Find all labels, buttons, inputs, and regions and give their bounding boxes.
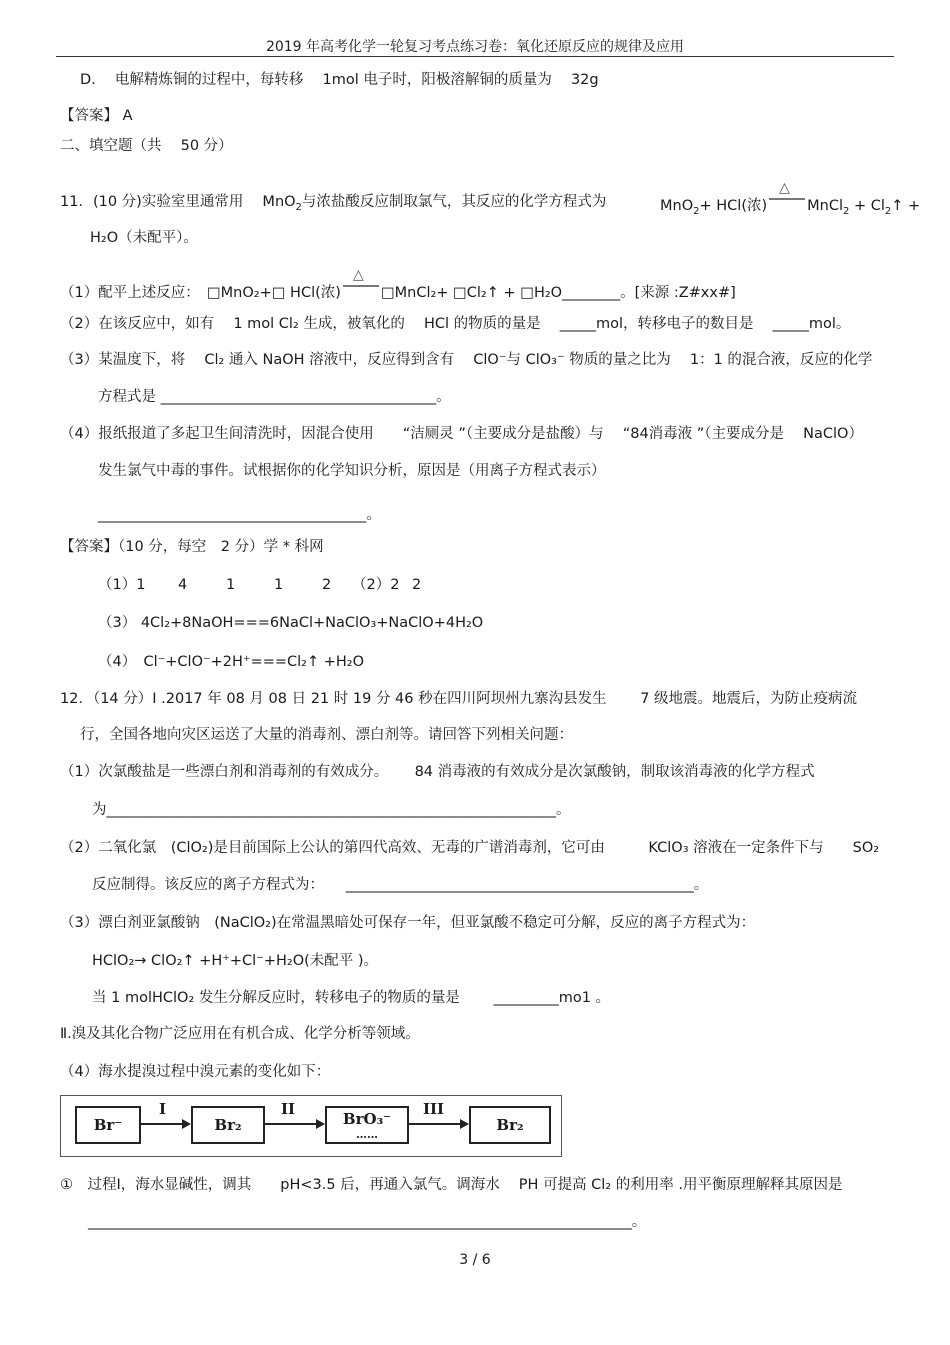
- q11-intro: 11．(10 分)实验室里通常用 MnO$_2$与浓盐酸反应制取氯气，其反应的化学方程式为: [60, 194, 607, 213]
- answer-11: 【答案】（10 分，每空 2 分）学 * 科网: [60, 539, 324, 555]
- q11-part4: （4）报纸报道了多起卫生间清洗时，因混合使用 “洁厕灵 ”（主要成分是盐酸）与 “84消毒液 ”（主要成分是 NaClO）: [60, 426, 863, 442]
- flow-arrow-1: [139, 1123, 189, 1125]
- flow-step-3: III: [423, 1100, 445, 1118]
- q12-section-ii: Ⅱ.溴及其化合物广泛应用在有机合成、化学分析等领域。: [60, 1026, 420, 1042]
- answer-11-part4: （4） Cl⁻+ClO⁻+2H⁺===Cl₂↑ +H₂O: [98, 654, 365, 670]
- q12-intro-cont: 行，全国各地向灾区运送了大量的消毒剂、漂白剂等。请回答下列相关问题：: [80, 727, 573, 743]
- q11-part3: （3）某温度下，将 Cl₂ 通入 NaOH 溶液中，反应得到含有 ClO⁻与 ClO₃⁻ 物质的量之比为 1：1 的混合液，反应的化学: [60, 352, 873, 368]
- q12-intro: 12．（14 分）Ⅰ .2017 年 08 月 08 日 21 时 19 分 46 秒在四川阿坝州九寨沟县发生 7 级地震。地震后，为防止疫病流: [60, 691, 858, 707]
- q11-part3-cont: 方程式是 ______________________________________。: [98, 389, 451, 405]
- flow-arrow-2: [263, 1123, 323, 1125]
- q12-part4-1-blank: ___________________________________________________________________________。: [88, 1214, 647, 1230]
- flow-step-2: II: [281, 1100, 296, 1118]
- bromine-flow-diagram: [60, 1095, 562, 1157]
- flow-step-1: I: [159, 1100, 167, 1118]
- flow-box-br-ion: Br⁻: [75, 1106, 141, 1144]
- heat-icon: [341, 279, 381, 301]
- q11-part4-blank: _____________________________________。: [98, 507, 381, 523]
- q12-part3-eq: HClO₂→ ClO₂↑ +H⁺+Cl⁻+H₂O(未配平 )。: [92, 953, 379, 969]
- flow-arrow-3: [407, 1123, 467, 1125]
- q12-part1-blank: 为______________________________________________________________。: [92, 802, 571, 818]
- heat-icon: [767, 192, 807, 214]
- section-heading: 二、填空题（共 50 分）: [60, 138, 233, 154]
- q12-part2-cont: 反应制得。该反应的离子方程式为： ________________________________________________。: [92, 877, 709, 893]
- answer-11-part1: （1）1 4 1 1 2 （2）2 2: [98, 577, 422, 593]
- q12-part4-1: ① 过程Ⅰ，海水显碱性，调其 pH<3.5 后，再通入氯气。调海水 PH 可提高 Cl₂ 的利用率 .用平衡原理解释其原因是: [60, 1177, 843, 1193]
- answer-11-part3: （3） 4Cl₂+8NaOH===6NaCl+NaClO₃+NaClO+4H₂O: [98, 615, 484, 631]
- flow-box-bro3: BrO₃⁻ ……: [325, 1106, 409, 1144]
- q11-intro-cont: H₂O（未配平）。: [90, 230, 198, 246]
- flow-box-br2-a: Br₂: [191, 1106, 265, 1144]
- q12-part3-question: 当 1 molHClO₂ 发生分解反应时，转移电子的物质的量是 _________mo1 。: [92, 990, 611, 1006]
- q11-part1: （1）配平上述反应： □MnO₂+□ HCl(浓)△ □MnCl₂+ □Cl₂↑ + □H₂O________。[来源 :Z#xx#]: [60, 279, 736, 303]
- header-rule: [56, 56, 894, 57]
- q11-part2: （2）在该反应中，如有 1 mol Cl₂ 生成，被氧化的 HCl 的物质的量是 _____mol，转移电子的数目是 _____mol。: [60, 316, 851, 332]
- q12-part4: （4）海水提溴过程中溴元素的变化如下：: [60, 1064, 331, 1080]
- option-d: D. 电解精炼铜的过程中，每转移 1mol 电子时，阳极溶解铜的质量为 32g: [80, 72, 599, 88]
- page-header: 2019 年高考化学一轮复习考点练习卷：氧化还原反应的规律及应用: [265, 39, 685, 55]
- flow-box-br2-b: Br₂: [469, 1106, 551, 1144]
- q12-part2: （2）二氧化氯 (ClO₂)是目前国际上公认的第四代高效、无毒的广谱消毒剂，它可由 KClO₃ 溶液在一定条件下与 SO₂: [60, 840, 880, 856]
- answer-a: 【答案】 A: [60, 108, 133, 124]
- q11-part4-cont: 发生氯气中毒的事件。试根据你的化学知识分析，原因是（用离子方程式表示）: [98, 463, 606, 479]
- q12-part1: （1）次氯酸盐是一些漂白剂和消毒剂的有效成分。 84 消毒液的有效成分是次氯酸钠，制取该消毒液的化学方程式: [60, 764, 815, 780]
- page-number: 3 / 6: [459, 1252, 491, 1268]
- q11-equation: MnO$_2$+ HCl(浓)△ MnCl$_2$ + $Cl_2↑$ +: [660, 192, 920, 216]
- q12-part3: （3）漂白剂亚氯酸钠 (NaClO₂)在常温黑暗处可保存一年，但亚氯酸不稳定可分解，反应的离子方程式为：: [60, 915, 756, 931]
